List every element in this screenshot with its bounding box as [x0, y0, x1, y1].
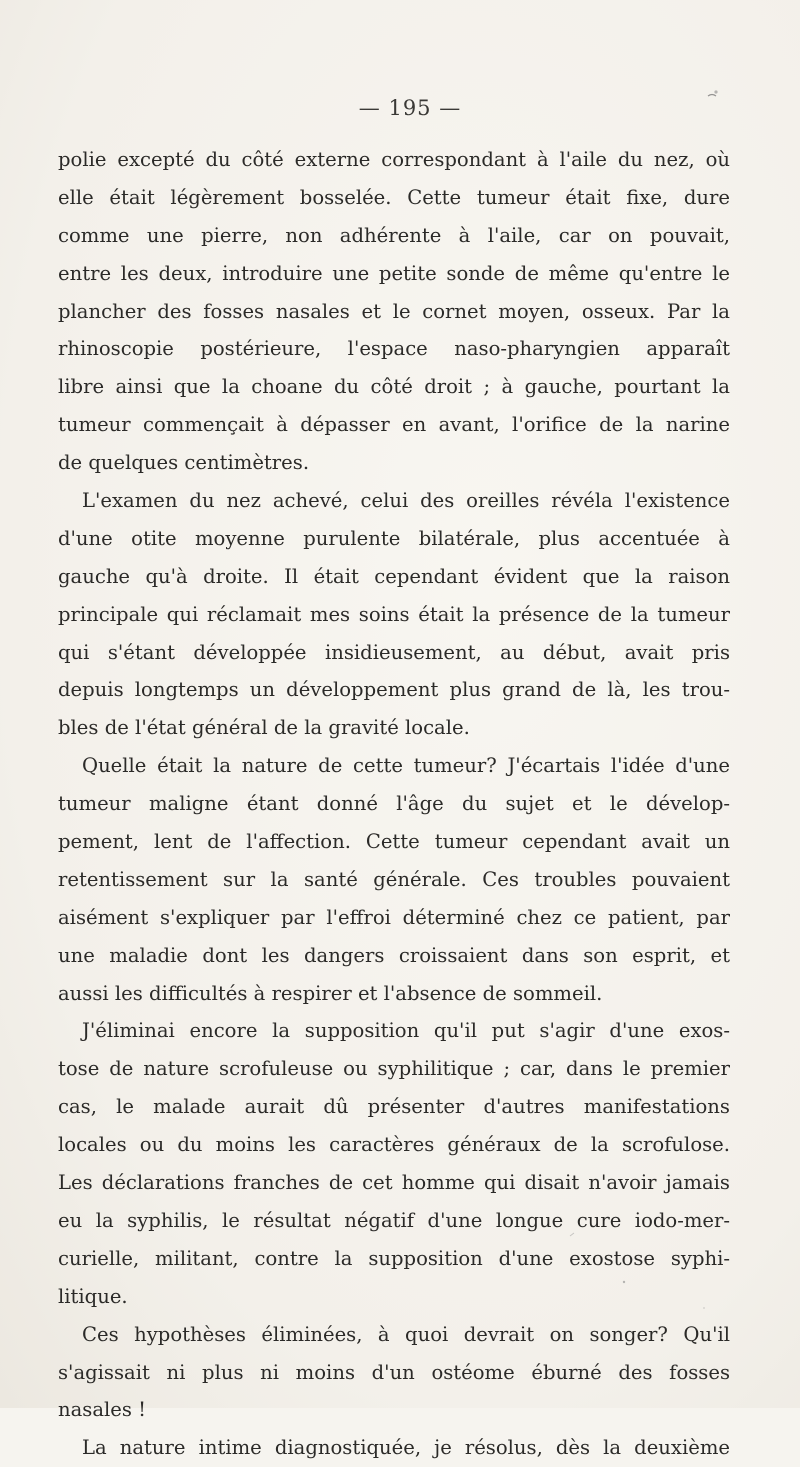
- text-line: entre les deux, introduire une petite sonde de même qu'entre le: [58, 261, 730, 285]
- text-line: locales ou du moins les caractères généraux de la scrofulose.: [58, 1133, 730, 1157]
- text-line: pement, lent de l'affection. Cette tumeur cependant avait un: [58, 830, 730, 854]
- text-line: J'éliminai encore la supposition qu'il put s'agir d'une exos-: [82, 1019, 730, 1043]
- text-line: tose de nature scrofuleuse ou syphilitique ; car, dans le premier: [58, 1057, 730, 1081]
- body-text: [58, 141, 730, 1467]
- text-line: polie excepté du côté externe correspondant à l'aile du nez, où: [58, 148, 730, 171]
- text-line: tumeur commençait à dépasser en avant, l'orifice de la narine: [58, 413, 730, 437]
- page-number: — 195 —: [358, 96, 462, 120]
- text-line: elle était légèrement bosselée. Cette tumeur était fixe, dure: [58, 185, 730, 209]
- text-line: Ces hypothèses éliminées, à quoi devrait on songer? Qu'il: [82, 1322, 730, 1346]
- text-line: aussi les difficultés à respirer et l'absence de sommeil.: [58, 981, 603, 1005]
- text-line: principale qui réclamait mes soins était la présence de la tumeur: [58, 602, 730, 626]
- text-line: gauche qu'à droite. Il était cependant évident que la raison: [58, 564, 730, 588]
- text-line: cas, le malade aurait dû présenter d'autres manifestations: [58, 1095, 730, 1119]
- text-line: de quelques centimètres.: [58, 451, 310, 475]
- text-line: d'une otite moyenne purulente bilatérale, plus accentuée à: [58, 526, 730, 550]
- text-line: depuis longtemps un développement plus grand de là, les trou-: [58, 678, 730, 702]
- text-line: libre ainsi que la choane du côté droit ; à gauche, pourtant la: [58, 375, 730, 399]
- text-line: comme une pierre, non adhérente à l'aile, car on pouvait,: [58, 223, 730, 247]
- text-line: rhinoscopie postérieure, l'espace naso-pharyngien apparaît: [58, 337, 730, 361]
- text-line: curielle, militant, contre la supposition d'une exostose syphi-: [58, 1246, 730, 1270]
- text-line: tumeur maligne étant donné l'âge du sujet et le dévelop-: [58, 792, 730, 816]
- text-line: bles de l'état général de la gravité locale.: [58, 716, 470, 740]
- text-line: qui s'étant développée insidieusement, au début, avait pris: [58, 640, 730, 664]
- text-line: L'examen du nez achevé, celui des oreilles révéla l'existence: [82, 489, 730, 513]
- speck: [714, 90, 717, 93]
- text-line: litique.: [58, 1284, 128, 1308]
- text-line: nasales !: [58, 1398, 147, 1422]
- text-line: Quelle était la nature de cette tumeur? J'écartais l'idée d'une: [82, 754, 730, 778]
- text-line: eu la syphilis, le résultat négatif d'une longue cure iodo-mer-: [58, 1208, 730, 1232]
- text-line: La nature intime diagnostiquée, je résolus, dès la deuxième: [82, 1436, 730, 1460]
- text-line: aisément s'expliquer par l'effroi déterminé chez ce patient, par: [58, 905, 730, 929]
- text-line: s'agissait ni plus ni moins d'un ostéome éburné des fosses: [58, 1360, 730, 1384]
- text-line: Les déclarations franches de cet homme qui disait n'avoir jamais: [58, 1171, 730, 1195]
- text-line: retentissement sur la santé générale. Ces troubles pouvaient: [58, 867, 730, 891]
- text-line: plancher des fosses nasales et le cornet moyen, osseux. Par la: [58, 299, 730, 323]
- text-line: une maladie dont les dangers croissaient dans son esprit, et: [58, 943, 730, 967]
